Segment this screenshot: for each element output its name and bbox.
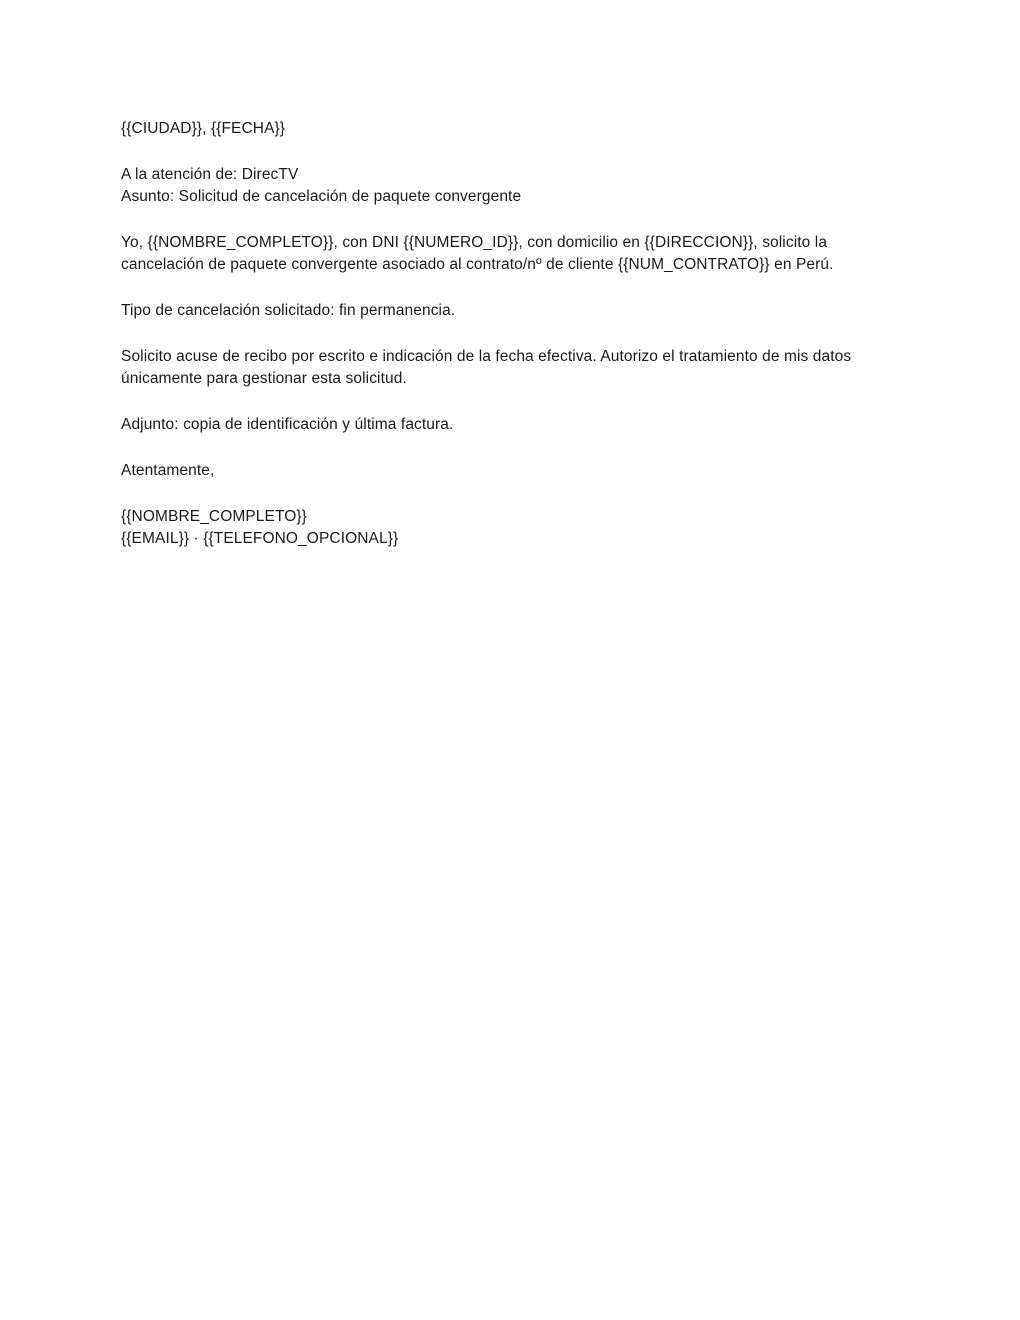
attachment-paragraph	[121, 414, 921, 436]
acknowledgement-line-1: Solicito acuse de recibo por escrito e indicación de la fecha efectiva. Autorizo el tratamiento de mis datos	[121, 348, 852, 365]
acknowledgement-line-2: únicamente para gestionar esta solicitud.	[121, 370, 407, 387]
intro-paragraph	[121, 232, 921, 276]
letter-dateline	[121, 118, 921, 140]
closing-paragraph	[121, 460, 921, 482]
closing-text: Atentamente,	[121, 462, 215, 479]
letter-header	[121, 164, 921, 208]
signature-name: {{NOMBRE_COMPLETO}}	[121, 508, 307, 525]
signature-block	[121, 506, 921, 550]
acknowledgement-paragraph	[121, 346, 921, 390]
intro-line-2: cancelación de paquete convergente asociado al contrato/nº de cliente {{NUM_CONTRATO}} en Perú.	[121, 256, 834, 273]
intro-line-1: Yo, {{NOMBRE_COMPLETO}}, con DNI {{NUMERO_ID}}, con domicilio en {{DIRECCION}}, solicito la	[121, 234, 828, 251]
signature-contact: {{EMAIL}} · {{TELEFONO_OPCIONAL}}	[121, 530, 399, 547]
attachment-text: Adjunto: copia de identificación y última factura.	[121, 416, 454, 433]
recipient-line: A la atención de: DirecTV	[121, 166, 299, 183]
dateline-text: {{CIUDAD}}, {{FECHA}}	[121, 120, 286, 137]
cancellation-type-paragraph	[121, 300, 921, 322]
cancellation-type-text: Tipo de cancelación solicitado: fin permanencia.	[121, 302, 456, 319]
letter-body	[121, 118, 921, 550]
subject-line: Asunto: Solicitud de cancelación de paquete convergente	[121, 188, 522, 205]
